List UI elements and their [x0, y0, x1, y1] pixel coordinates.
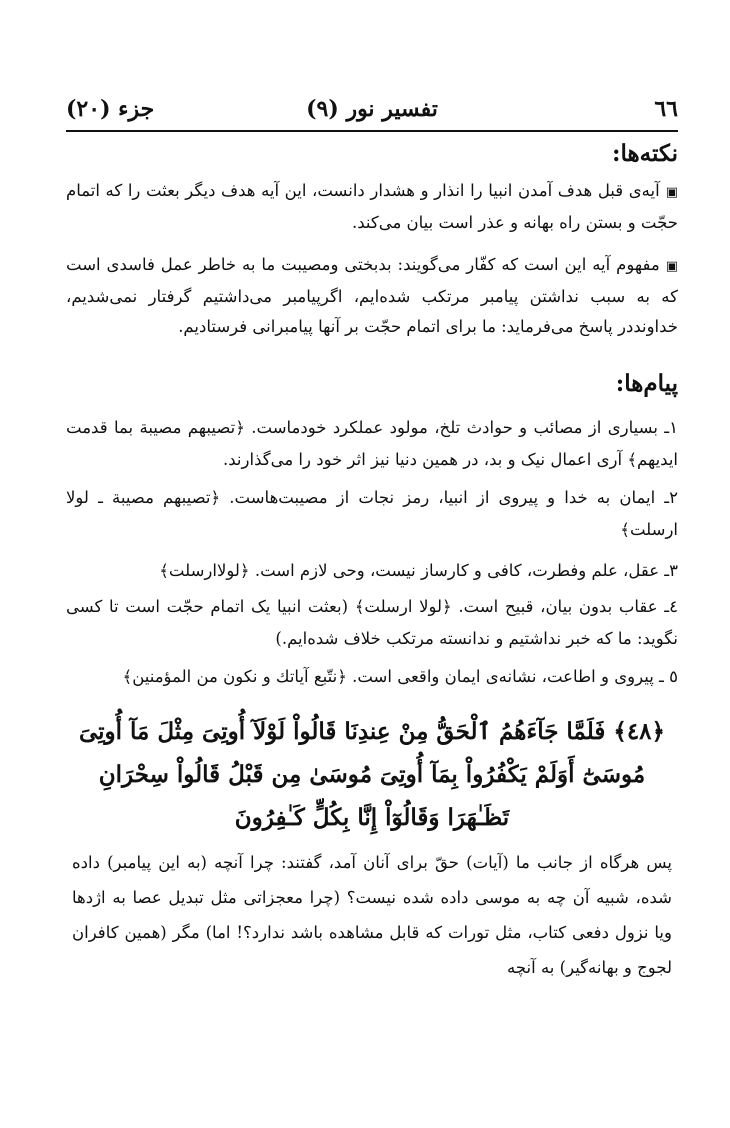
verse-line: مُوسَىٰٓ أَوَلَمْ يَكْفُرُواْ بِمَآ أُوتِىَ مُوسَىٰ مِن قَبْلُ قَالُواْ سِحْرَانِ: [98, 761, 646, 788]
message-item: ٤ـ عقاب بدون بیان، قبیح است. ﴿لولا ارسلت﴾ (بعثت انبیا یک اتمام حجّت است تا کسی نگوید: ما که خبر نداشتیم و ندانسته مرتکب خلاف شده‌ایم.): [66, 597, 678, 648]
note-item: [66, 176, 678, 238]
notes-heading: نکته‌ها:: [611, 140, 678, 167]
book-title: تفسیر نور (۹): [306, 96, 438, 122]
message-item: ٥ ـ پیروی و اطاعت، نشانه‌ی ایمان واقعی است. ﴿نتّبع آیاتك و نكون من المؤمنین﴾: [122, 667, 678, 686]
verse-translation: پس هرگاه از جانب ما (آیات) حقّ برای آنان آمد، گفتند: چرا آنچه (به این پیامبر) داده شده، شبیه آن چه به موسی داده شده نیست؟ (چرا معجزاتی مثل تبدیل عصا به اژدها ویا نزول دفعی کتاب، مثل تورات که قابل مشاهده باشد ندارد؟! اما) مگر (همین کافران لجوج و بهانه‌گیر) به آنچه: [72, 853, 672, 977]
message-item: ۱ـ بسیاری از مصائب و حوادث تلخ، مولود عملکرد خودماست. ﴿تصیبهم مصیبة بما قدمت ایدیهم﴾ آری اعمال نیک و بد، در همین دنیا نیز اثر خود را می‌گذارند.: [66, 418, 678, 469]
square-bullet-icon: ▣: [665, 259, 678, 274]
header-rule: [66, 130, 678, 132]
running-header: [66, 96, 678, 126]
juz-label: جزء (۲۰): [66, 96, 155, 122]
message-item: ۳ـ عقل، علم وفطرت، کافی و کارساز نیست، وحی لازم است. ﴿لولاارسلت﴾: [159, 561, 678, 580]
verse-line: ﴿٤٨﴾ فَلَمَّا جَآءَهُمُ ٱلْحَقُّ مِنْ عِندِنَا قَالُواْ لَوْلَآ أُوتِىَ مِثْلَ مَآ أُوتِىَ: [78, 718, 666, 745]
messages-heading: پیام‌ها:: [615, 370, 678, 397]
note-item: [66, 250, 678, 342]
quran-verse: [66, 710, 678, 839]
note-text: آیه‌ی قبل هدف آمدن انبیا را انذار و هشدار دانست، این آیه هدف دیگر بعثت را که اتمام حجّت و بستن راه بهانه و عذر است بیان می‌کند.: [66, 181, 678, 232]
message-item: ۲ـ ایمان به خدا و پیروی از انبیا، رمز نجات از مصیبت‌هاست. ﴿تصیبهم مصیبة ـ لولا ارسلت﴾: [66, 488, 678, 539]
page-number: ٦٦: [654, 96, 678, 122]
note-text: مفهوم آیه این است که کفّار می‌گویند: بدبختی ومصیبت ما به خاطر عمل فاسدی است که به سبب نداشتن پیامبر مرتکب شده‌ایم، اگرپیامبر می‌داشتیم گرفتار نمی‌شدیم، خداونددر پاسخ می‌فرماید: ما برای اتمام حجّت بر آنها پیامبرانی فرستادیم.: [66, 255, 678, 336]
verse-line: تَظَـٰهَرَا وَقَالُوٓاْ إِنَّا بِكُلٍّ كَـٰفِرُونَ: [234, 804, 510, 831]
square-bullet-icon: ▣: [665, 185, 678, 200]
book-page: [66, 0, 678, 1128]
